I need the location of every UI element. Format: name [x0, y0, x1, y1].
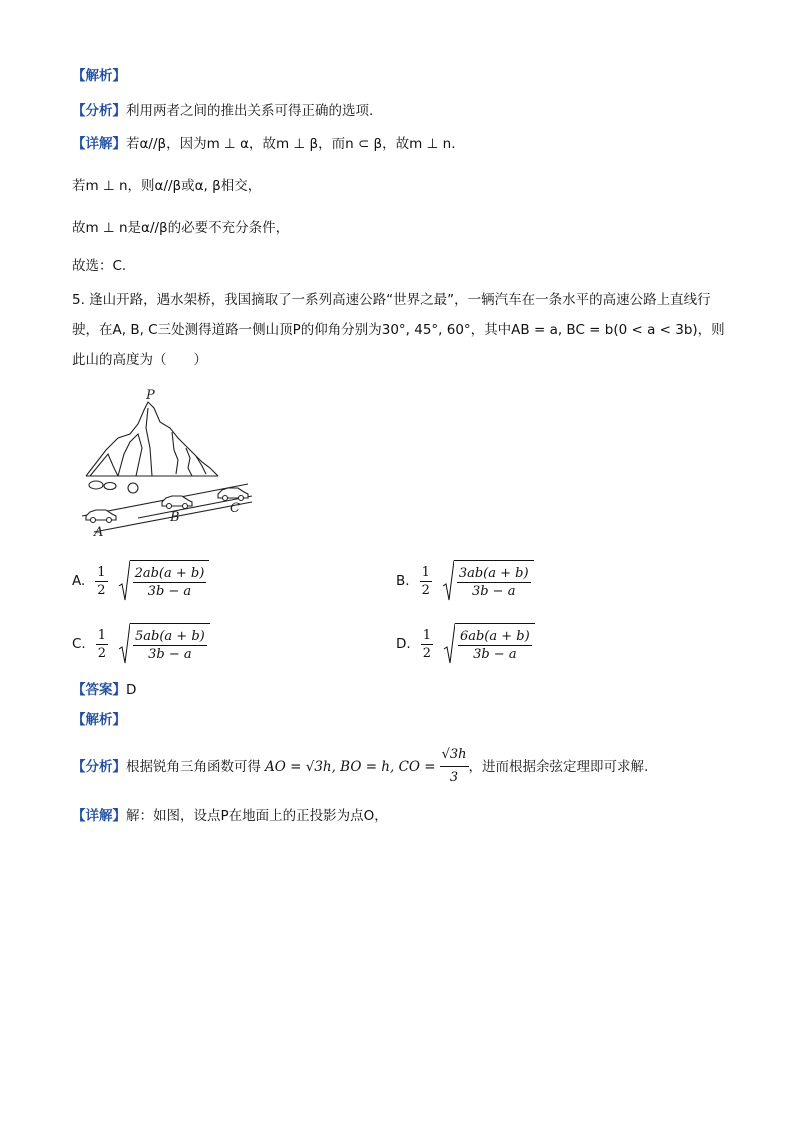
sqrt-expression: $\frac{3ab(a + b)}{3b - a}$ [442, 560, 534, 602]
analysis-line-2: 【分析】 根据锐角三角函数可得 AO = √3h, BO = h, CO = $\frac{√3h}{3}$ ，进而根据余弦定理即可求解. [72, 745, 648, 788]
car-b [162, 496, 192, 509]
label-c: C [230, 501, 240, 516]
question-stem: 5. 逢山开路，遇水架桥，我国摘取了一系列高速公路“世界之最”，一辆汽车在一条水平的高速公路上直线行驶，在A, B, C三处测得道路一侧山顶P的仰角分别为30°, 45°, 60°，其中AB = a, BC = b(0 < a < 3b)，则此山的高度为（ ） [72, 292, 725, 368]
analysis-line: 【分析】利用两者之间的推出关系可得正确的选项. [72, 103, 374, 119]
detail-line-2: 【详解】解：如图，设点P在地面上的正投影为点O， [72, 808, 388, 824]
co-fraction: $\frac{√3h}{3}$ [441, 747, 467, 785]
coef-fraction: $\frac{1}{2}$ [97, 627, 106, 661]
analysis-header: 【解析】 [72, 68, 126, 84]
label-b: B [170, 510, 180, 525]
sqrt-expression: $\frac{2ab(a + b)}{3b - a}$ [118, 560, 210, 602]
mountain-road-figure [78, 388, 258, 542]
option-a[interactable]: A. $\frac{1}{2}$ $\frac{2ab(a + b)}{3b - a}$ [72, 560, 209, 602]
coef-fraction: $\frac{1}{2}$ [421, 564, 430, 598]
text-line: 故m ⊥ n是α//β的必要不充分条件， [72, 220, 290, 236]
car-c [218, 488, 248, 501]
sqrt-expression: $\frac{5ab(a + b)}{3b - a}$ [118, 623, 210, 665]
detail-line: 【详解】若α//β，因为m ⊥ α，故m ⊥ β，而n ⊂ β，故m ⊥ n. [72, 136, 456, 152]
label-p: P [146, 388, 155, 403]
option-d[interactable]: D. $\frac{1}{2}$ $\frac{6ab(a + b)}{3b - a}$ [396, 623, 535, 665]
option-b[interactable]: B. $\frac{1}{2}$ $\frac{3ab(a + b)}{3b - a}$ [396, 560, 534, 602]
analysis-header-2: 【解析】 [72, 712, 126, 728]
option-c[interactable]: C. $\frac{1}{2}$ $\frac{5ab(a + b)}{3b - a}$ [72, 623, 210, 665]
coef-fraction: $\frac{1}{2}$ [422, 627, 431, 661]
sqrt-expression: $\frac{6ab(a + b)}{3b - a}$ [443, 623, 535, 665]
coef-fraction: $\frac{1}{2}$ [97, 564, 106, 598]
text-line: 若m ⊥ n，则α//β或α, β相交， [72, 178, 262, 194]
label-a: A [94, 525, 104, 540]
answer-line: 【答案】D [72, 682, 137, 698]
choice-line: 故选：C. [72, 258, 127, 274]
car-a [86, 510, 116, 523]
